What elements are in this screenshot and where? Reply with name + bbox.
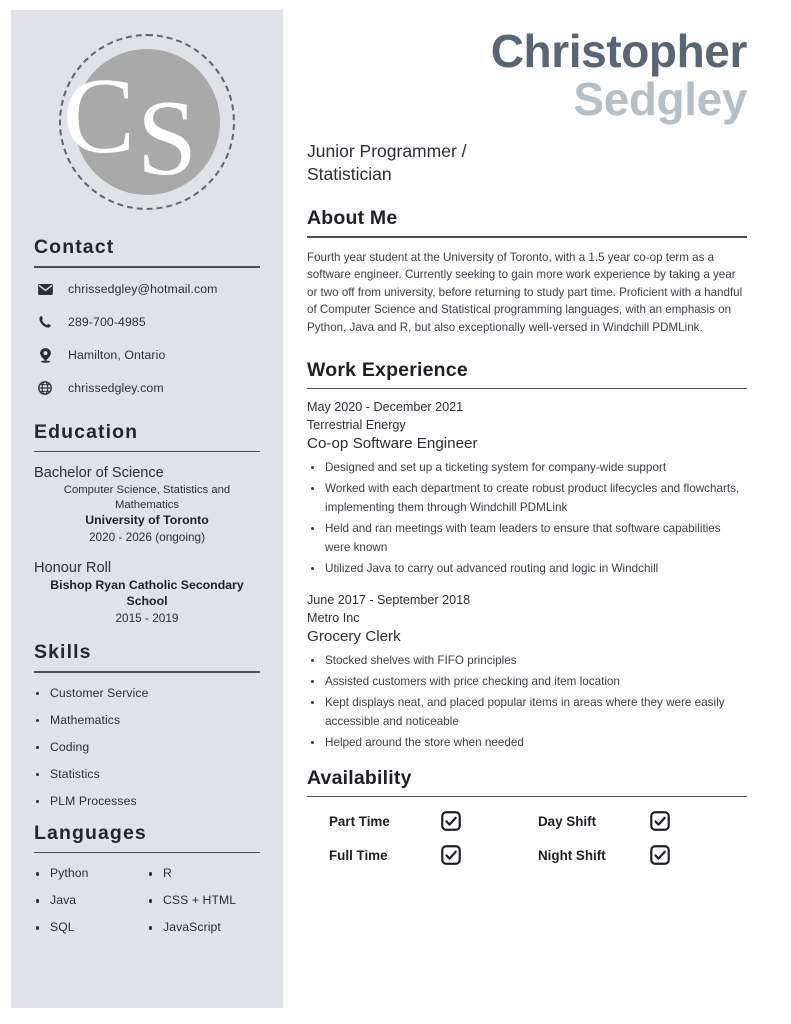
list-item: PLM Processes [34,794,260,808]
education-entry [34,465,260,544]
list-item: Kept displays neat, and placed popular items in areas where they were easily accessible and noticeable [307,694,747,732]
work-experience-section [307,359,747,753]
languages-divider [34,852,260,854]
job-company: Terrestrial Energy [307,418,406,433]
availability-label: Part Time [329,813,390,829]
languages-column-right [147,866,260,947]
phone-icon [34,315,56,329]
skills-divider [34,671,260,673]
list-item: Java [34,893,147,907]
globe-icon [34,381,56,395]
logo-initials-icon [59,34,235,210]
contact-row-website[interactable] [34,380,260,397]
list-item: Customer Service [34,686,260,700]
education-field: Computer Science, Statistics and Mathematics [63,484,231,511]
list-item: Stocked shelves with FIFO principles [307,652,747,671]
main-content [307,0,747,865]
education-heading: Education [34,420,139,443]
skills-section [11,641,283,808]
education-dates: 2020 - 2026 (ongoing) [88,530,206,545]
envelope-icon [34,284,56,295]
checkbox-checked-icon[interactable] [441,845,461,865]
job-position: Grocery Clerk [307,627,401,645]
checkbox-checked-icon[interactable] [441,811,461,831]
availability-section [307,767,747,866]
checkbox-checked-icon[interactable] [650,845,670,865]
list-item: Assisted customers with price checking and item location [307,673,747,692]
location-pin-icon [34,348,56,363]
contact-row-location[interactable] [34,347,260,364]
list-item: Held and ran meetings with team leaders to ensure that software capabilities were known [307,520,747,558]
education-institution: University of Toronto [85,513,209,528]
list-item: CSS + HTML [147,893,260,907]
job-dates: May 2020 - December 2021 [307,400,464,415]
list-item: Worked with each department to create robust product lifecycles and flowcharts, implementing them through Windchill PDMLink [307,480,747,518]
languages-columns [34,866,260,947]
education-divider [34,451,260,453]
contact-phone: 289-700-4985 [68,315,146,330]
languages-column-left [34,866,147,947]
availability-option-day-shift[interactable] [538,811,747,831]
list-item: Helped around the store when needed [307,734,747,753]
availability-label: Night Shift [538,847,606,863]
contact-email: chrissedgley@hotmail.com [68,282,218,297]
availability-option-part-time[interactable] [329,811,538,831]
svg-text:S: S [136,79,198,198]
availability-label: Day Shift [538,813,597,829]
contact-website: chrissedgley.com [68,381,164,396]
availability-heading: Availability [307,766,412,789]
list-item: JavaScript [147,920,260,934]
about-section [307,207,747,337]
job-bullet-list [307,459,747,579]
list-item: Statistics [34,767,260,781]
contact-heading: Contact [34,236,115,258]
list-item: Utilized Java to carry out advanced routing and logic in Windchill [307,560,747,579]
contact-divider [34,266,260,268]
job-dates: June 2017 - September 2018 [307,592,471,607]
sidebar [11,10,283,1008]
work-experience-heading: Work Experience [307,358,468,381]
availability-option-full-time[interactable] [329,845,538,865]
logo-monogram [59,34,235,210]
skills-heading: Skills [34,641,92,664]
skills-list [34,686,260,808]
checkbox-checked-icon[interactable] [650,811,670,831]
job-entry [307,593,747,753]
list-item: Python [34,866,147,880]
job-position: Co-op Software Engineer [307,435,478,453]
languages-section [11,822,283,948]
education-degree: Honour Roll [34,560,112,577]
last-name: Sedgley [573,72,747,125]
about-text: Fourth year student at the University of Toronto, with a 1.5 year co-op term as a software engineer. Currently seeking to gain more work experience by taking a year or two off from university, before returning to study part time. Proficient with a handful of Computer Science and Statistical programming languages, with an emphasis on Python, Java and R, but also exceptionally well-versed in Windchill PDMLink. [307,250,743,335]
availability-option-night-shift[interactable] [538,845,747,865]
education-degree: Bachelor of Science [34,465,164,482]
name-block [307,0,747,123]
svg-text:C: C [62,57,136,176]
contact-row-phone[interactable] [34,314,260,331]
availability-label: Full Time [329,847,388,863]
languages-heading: Languages [34,821,147,844]
work-experience-divider [307,388,747,390]
list-item: R [147,866,260,880]
education-entry [34,560,260,625]
availability-divider [307,796,747,798]
education-institution: Bishop Ryan Catholic Secondary School [50,578,244,609]
about-divider [307,236,747,238]
job-bullet-list [307,652,747,753]
job-role-title: Junior Programmer / Statistician [307,141,467,184]
list-item: Designed and set up a ticketing system for company-wide support [307,459,747,478]
list-item: Coding [34,740,260,754]
education-section [11,421,283,625]
job-entry [307,400,747,579]
list-item: Mathematics [34,713,260,727]
availability-grid [307,811,747,865]
job-company: Metro Inc [307,610,360,625]
contact-location: Hamilton, Ontario [68,348,166,363]
education-dates: 2015 - 2019 [115,611,179,626]
about-heading: About Me [307,206,398,229]
first-name: Christopher [490,25,747,77]
contact-section [11,236,283,397]
list-item: SQL [34,920,147,934]
contact-row-email[interactable] [34,281,260,298]
